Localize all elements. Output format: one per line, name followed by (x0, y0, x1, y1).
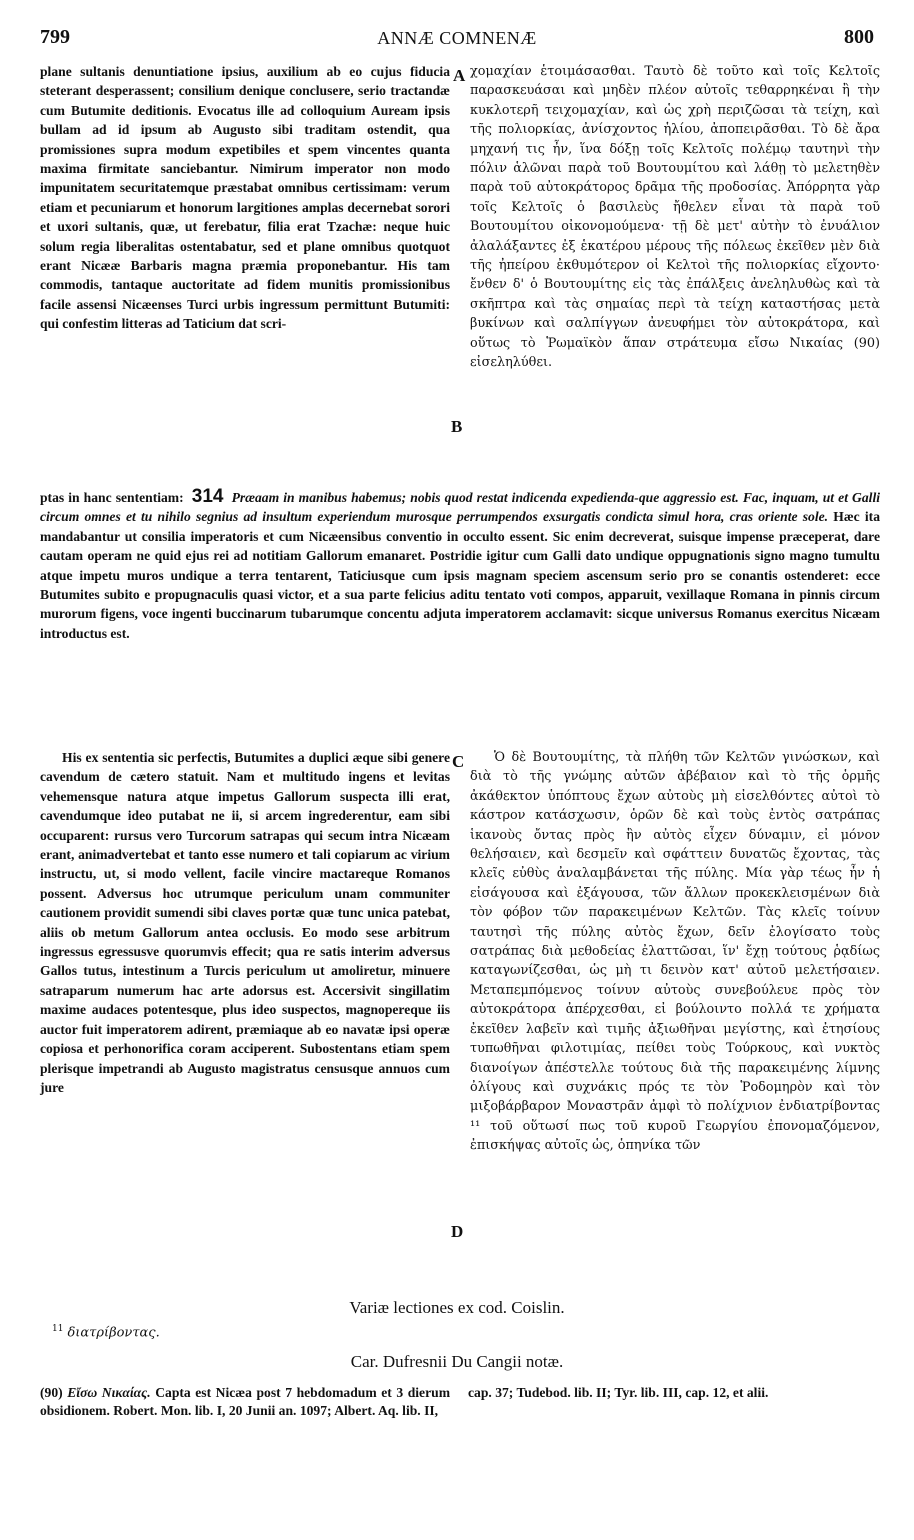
variae-lectiones-heading: Variæ lectiones ex cod. Coislin. (349, 1298, 565, 1317)
footnote-ref: Εἴσω Νικαίας. (67, 1385, 151, 1400)
latin-text-top: plane sultanis denuntiatione ipsius, auxilium ab eo cujus fiducia steterant desperassent; consilium denique conclusere, serio tractandæ cum Butumite deditionis. Evocatus ille ad colloquium Auream ipsis bullam ad id ipsum ab Augusto sibi traditam ostendit, qua promissiones supra modum expetibiles et spem vincentes quanta maxima firmitate sanciebantur. Nimirum imperator non modo impunitatem securitatemque præstabat omnibus certissimam: verum etiam et pecuniarum et honorum largitiones amplas decernebat sorori et uxori sultanis, quæ, ut ferebatur, filia erat Tzachæ: neque huic solum regia liberalitas ostentabatur, sed et plane omnibus quotquot erant Nicææ Barbaris magna præmia proponebantur. His tam commodis, tantaque auctoritate ad fidem munitis promissionibus facile assensi Nicæenses Turci urbis ingressum permittunt Butumiti: qui confestim litteras ad Taticium dat scri- (40, 64, 450, 332)
variant-note-text: διατρίβοντας. (67, 1325, 160, 1341)
page-header (40, 26, 874, 56)
greek-column-bottom (470, 748, 880, 1156)
footnote-text: Capta est Nicæa post 7 hebdomadum et 3 dierum obsidionem. Robert. Mon. lib. I, 20 Junii an. 1097; Albert. Aq. lib. II, (40, 1385, 451, 1418)
full-width-quote: Præaam in manibus habemus; nobis quod restat indicenda expedienda-que aggressio est. Fac, inquam, ut et Galli circum omnes et tu nihilo segnius ad insultum experiendum murosque perrumpendos exsurgatis condicta simul hora, cras oriente sole. (40, 490, 881, 525)
running-title: ANNÆ COMNENÆ (377, 28, 537, 48)
variant-note-number: 11 (52, 1324, 64, 1334)
latin-column-bottom (40, 748, 450, 1097)
latin-column-top (40, 62, 450, 334)
margin-marker-c: C (452, 752, 465, 771)
page-number-left: 799 (40, 26, 70, 48)
full-width-lead: ptas in hanc sententiam: (40, 490, 184, 505)
variant-note (52, 1324, 160, 1340)
greek-column-top (470, 62, 880, 373)
page-number-right: 800 (844, 26, 874, 48)
greek-text-bottom: Ὁ δὲ Βουτουμίτης, τὰ πλήθη τῶν Κελτῶν γινώσκων, καὶ διὰ τὸ τῆς γνώμης αὐτῶν ἀβέβαιον καὶ τὸ τῆς ὁρμῆς ἀκάθεκτον ὑπόπτους ἔχων αὐτοὺς μὴ εἰσελθόντες αὐτοὶ τὸ κάστρον κατάσχωσιν, ὁρῶν δὲ καὶ τοὺς ἐντὸς σατράπας ἱκανοὺς ὄντας πρὸς ἣν αὐτὸς εἶχεν δύναμιν, εἰ μόνον θελήσαιεν, καὶ δεσμεῖν καὶ σφάττειν δυνατῶς ἔχοντας, τὰς κλεῖς εὐθὺς ἀναλαμβάνεται τῆς πύλης. Μία γὰρ τέως ἦν ἡ εἰσάγουσα καὶ ἐξάγουσα, τῶν ἄλλων προκεκλεισμένων διὰ τὸν φόβον τῶν παρακειμένων Κελτῶν. Τὰς κλεῖς τοίνυν ταυτησὶ τῆς πύλης αὐτὸς ἔχων, δεῖν ἐλογίσατο τοὺς σατράπας διὰ μεθοδείας ἐλαττῶσαι, ἵν' ἔχῃ τούτους ῥᾳδίως καταγωνίζεσθαι, ὡς μὴ τι δεινὸν κατ' αὐτοῦ μελετήσαιεν. Μεταπεμπόμενος τοίνυν αὐτοὺς συνεβούλευε πρὸς τὸν αὐτοκράτορα ἀπέρχεσθαι, εἰ βούλοιντο πολλά τε χρήματα ἐκεῖθεν λαβεῖν καὶ τιμῆς ἀξιωθῆναι μεγίστης, καὶ ἐτησίους τυπωθῆναι φιλοτιμίας, πείθει τοὺς Τούρκους, καὶ νυκτὸς διανοίγων ἀπέστελλε τούτους διὰ τῆς παρακειμένης λίμνης ὀλίγους καὶ συχνάκις πρός τε τὸν Ῥοδομηρὸν καὶ τὸν μιξοβάρβαρον Μοναστρᾶν ἀμφὶ τὸ πολίχνιον ἐνδιατρίβοντας ¹¹ τοῦ οὕτωσί πως τοῦ κυροῦ Γεωργίου ἐπονομαζόμενον, ἐπισκήψας αὐτοῖς ὡς, ὁπηνίκα τῶν (470, 750, 880, 1154)
full-width-body: Hæc ita mandabantur ut consilia imperatoris et cum Nicæensibus conventio in occulto essent. Sic enim decreverat, suisque impense præceperat, dare cautam operam ne quid ejus rei ad notitiam Gallorum emanaret. Postridie igitur cum Galli dato undique oppugnationis signo magno tumultu atque impetu muros undique a terra tentarent, Taticiusque cum ipsis magnam speciem ascensum serio pro se conantis ostenderet: ecce Butumites subito e propugnaculis quasi victor, et a sua parte felicius aditu tentato voti compos, apparuit, vexillaque Romana in pinnis circum murorum figens, voce ingenti buccinarum tubarumque concentu adjuta imperatorem acclamavit: sicque universus Romanus exercitus Nicæam introductus est. (40, 509, 880, 641)
notae-heading: Car. Dufresnii Du Cangii notæ. (350, 1352, 564, 1371)
section-number: 314 (191, 486, 224, 507)
full-width-paragraph (40, 487, 880, 643)
margin-marker-a: A (453, 66, 466, 85)
margin-marker-d: D (451, 1222, 464, 1241)
latin-text-bottom: His ex sententia sic perfectis, Butumites a duplici æque sibi genere cavendum de cætero statuit. Nam et multitudo ingens et levitas vehemensque natura atque impetus Gallorum suspecta illi erat, cavendumque ideo putabat ne ii, si arcem ingrederentur, eam sibi occuparent: rursus vero Turcorum satrapas qui secum intra Nicæam erant, animadvertebat et tanto esse numero et tali copiarum ac virium instructu, ut, si modo vellent, facile vincire mactareque Romanos possent. Adversus hoc utrumque periculum unam communiter cautionem providit sumendi sibi claves portæ quæ tunc unica patebat, aliis ob metum Gallorum antea occlusis. Eo modo sese arbitrum ingressus egressusve quorumvis effecit; qua re satis interim adversus Gallos tutus, intestinum a Turcis periculum ut amoliretur, minuere satraparum numerum hac arte adorsus est. Accersivit singillatim maxime audaces potentesque, plus ideo suspectos, magnopereque iis auctor fuit imperatorem adirent, præmiaque ab eo navatæ ipsi operæ copiosa et perhonorifica coram acciperent. Subostentans etiam spem plerisque impetrandi ab Augusto magistratus censusque annuos cum jure (40, 750, 450, 1095)
footnote-left (40, 1384, 450, 1420)
footnote-label: (90) (40, 1385, 63, 1400)
margin-marker-b: B (451, 417, 463, 436)
greek-text-top: χομαχίαν ἑτοιμάσασθαι. Ταυτὸ δὲ τοῦτο καὶ τοῖς Κελτοῖς παρασκευάσαι καὶ μηδὲν πλέον αὐτοῖς τεθαρρηκέναι ἢ τὴν κυκλοτερῆ τειχομαχίαν, καὶ ὡς χρὴ περιζῶσαι τὰ τείχη, καὶ τῆς πολιορκίας, ἀνίσχοντος ἡλίου, ἀποπειρᾶσθαι. Τὸ δὲ ἄρα μηχανή τις ἦν, ἵνα δόξῃ τοῖς Κελτοῖς πολέμῳ ταυτηνὶ τὴν πόλιν ἁλῶναι παρὰ τοῦ Βουτουμίτου καὶ λάθῃ τὸ μελετηθὲν παρὰ τοῦ αὐτοκράτορος δρᾶμα τῆς προδοσίας. Ἀπόρρητα γὰρ τοῖς Κελτοῖς ὁ βασιλεὺς ἤθελεν εἶναι τὰ παρὰ τοῦ Βουτουμίτου οἰκονομούμενα· τῇ δὲ μετ' αὐτὴν τὸ ἐνυάλιον ἀλαλάξαντες ἐξ ἑκατέρου μέρους τῆς πόλεως ἐκεῖθεν μὲν διὰ τῆς ἠπείρου ἐκθυμότερον οἱ Κελτοὶ τῆς πολιορκίας εἴχοντο· ἔνθεν δ' ὁ Βουτουμίτης εἰς τὰς ἐπάλξεις ἀνεληλυθὼς καὶ τὰ σκῆπτρα καὶ τὰς σημαίας περὶ τὰ τείχη καταστήσας μετὰ βυκίνων καὶ σαλπίγγων ἀνευφήμει τὸν αὐτοκράτορα, καὶ οὕτως τὸ Ῥωμαϊκὸν ἅπαν στράτευμα εἴσω Νικαίας (90) εἰσεληλύθει. (470, 64, 880, 371)
footnote-right: cap. 37; Tudebod. lib. II; Tyr. lib. III, cap. 12, et alii. (468, 1385, 769, 1400)
